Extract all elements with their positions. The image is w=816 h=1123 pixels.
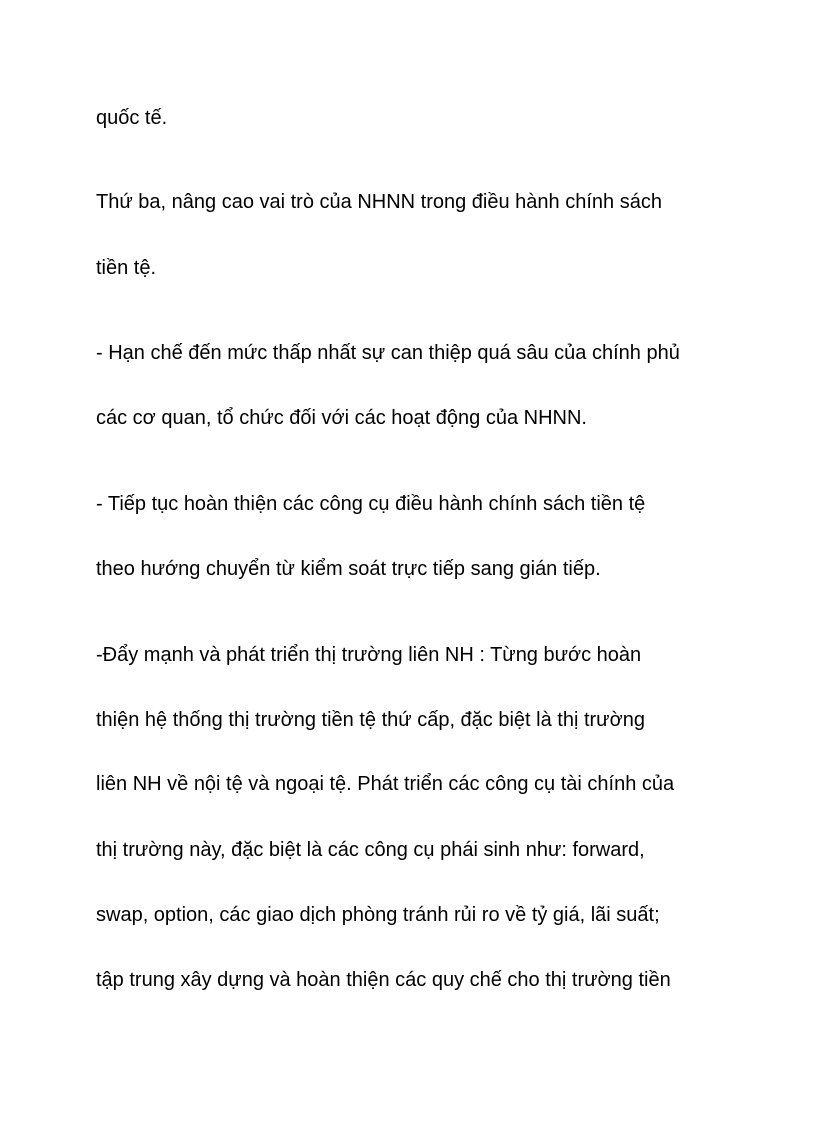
text-line: -Đẩy mạnh và phát triển thị trường liên NH : Từng bước hoàn (96, 644, 642, 666)
text-line: - Hạn chế đến mức thấp nhất sự can thiệp quá sâu của chính phủ (96, 342, 680, 364)
text-line: thị trường này, đặc biệt là các công cụ phái sinh như: forward, (96, 839, 645, 861)
text-line: - Tiếp tục hoàn thiện các công cụ điều hành chính sách tiền tệ (96, 493, 646, 515)
text-line: quốc tế. (96, 107, 168, 129)
text-line: tập trung xây dựng và hoàn thiện các quy chế cho thị trường tiền (96, 969, 671, 991)
text-line: liên NH về nội tệ và ngoại tệ. Phát triển các công cụ tài chính của (96, 773, 675, 795)
text-line: tiền tệ. (96, 257, 157, 279)
text-line: swap, option, các giao dịch phòng tránh rủi ro về tỷ giá, lãi suất; (96, 904, 660, 926)
text-line: Thứ ba, nâng cao vai trò của NHNN trong điều hành chính sách (96, 191, 662, 213)
text-line: thiện hệ thống thị trường tiền tệ thứ cấp, đặc biệt là thị trường (96, 709, 645, 731)
text-line: theo hướng chuyển từ kiểm soát trực tiếp sang gián tiếp. (96, 558, 601, 580)
text-line: các cơ quan, tổ chức đối với các hoạt động của NHNN. (96, 407, 587, 429)
